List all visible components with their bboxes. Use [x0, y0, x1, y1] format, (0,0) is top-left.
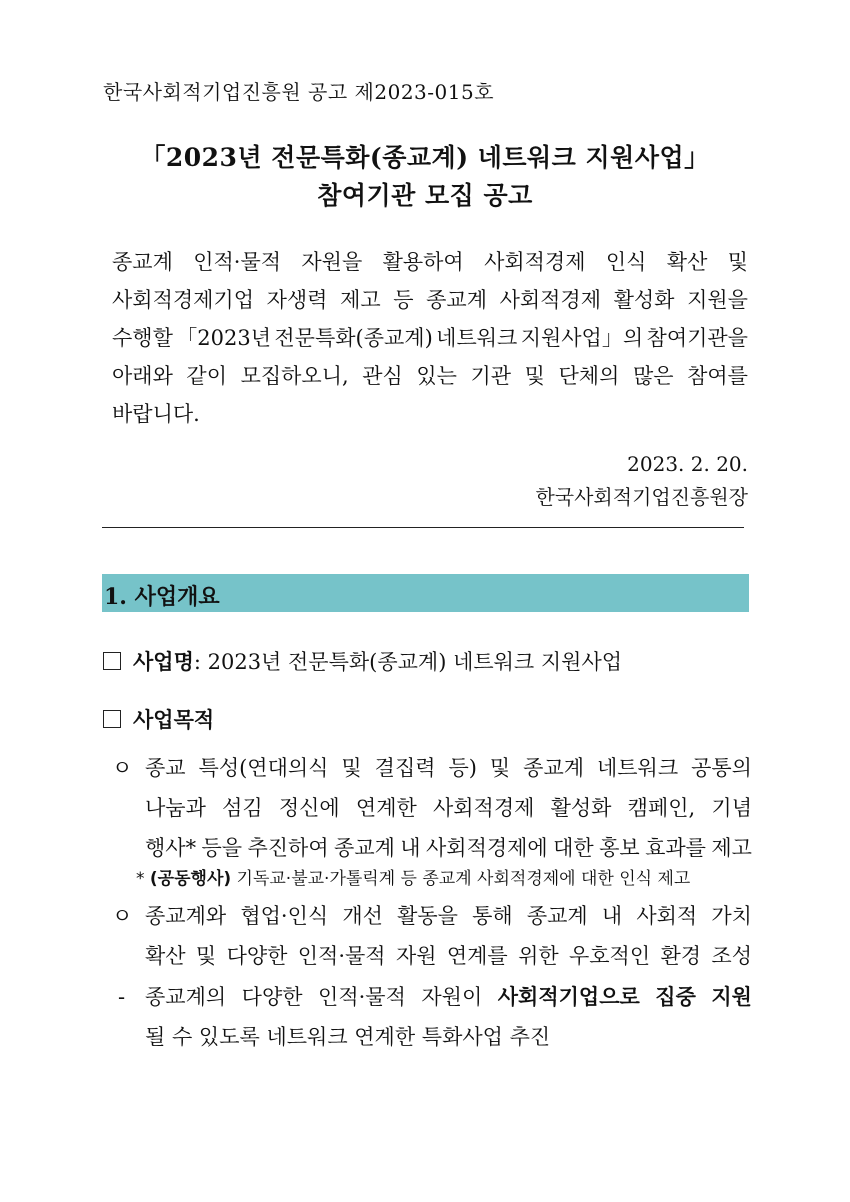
- intro-line: 바랍니다.: [112, 402, 200, 426]
- section-heading-bar: [102, 574, 749, 612]
- word: 기념: [711, 796, 752, 820]
- word: 행사*: [145, 836, 197, 860]
- word: 가치: [711, 904, 752, 928]
- bullet-line: [145, 828, 752, 868]
- word: 캠페인,: [627, 796, 696, 820]
- word: 섬김: [222, 796, 263, 820]
- word: 사회적경제기업: [112, 288, 255, 312]
- bullet-line: 될 수 있도록 네트워크 연계한 특화사업 추진: [145, 1025, 551, 1049]
- word: 우호적인: [568, 944, 651, 968]
- word: 종교계: [426, 288, 487, 312]
- word: 「2023년: [176, 326, 271, 350]
- word: 등을: [201, 836, 243, 860]
- word: 및: [489, 756, 511, 780]
- purpose-label: 사업목적: [133, 707, 215, 732]
- word: 등: [393, 288, 414, 312]
- word: 홍보: [599, 836, 640, 860]
- word: 모집하오니,: [240, 364, 349, 388]
- word: 활성화: [550, 796, 612, 820]
- circle-bullet-icon: ㅇ: [112, 756, 133, 780]
- word: 사회적경제: [484, 250, 586, 274]
- purpose-bullet-2: [112, 896, 752, 976]
- project-name-label: 사업명: [133, 649, 194, 674]
- word: 자원을: [301, 250, 363, 274]
- word: 지원을: [687, 288, 748, 312]
- purpose-bullet-1: [112, 748, 752, 868]
- word: 통해: [472, 904, 513, 928]
- bullet-line: [145, 977, 752, 1017]
- word: 관심: [362, 364, 403, 388]
- word: 사회적: [636, 904, 698, 928]
- word: 종교계: [526, 904, 588, 928]
- title-line-2: 참여기관 모집 공고: [317, 181, 533, 210]
- word: 종교계: [523, 756, 585, 780]
- purpose-item: [103, 704, 214, 734]
- word: 네트워크: [436, 326, 518, 350]
- word: 및: [195, 944, 217, 968]
- word: 참여기관을: [646, 326, 748, 350]
- word: 공통의: [691, 756, 752, 780]
- word: 아래와: [112, 364, 173, 388]
- word: 종교계와: [145, 904, 227, 928]
- word: 특성(연대의식: [198, 756, 329, 780]
- word: 활성화: [613, 288, 675, 312]
- word: 인적·물적: [297, 944, 386, 968]
- word: 효과를: [645, 836, 706, 860]
- sub-bullet-emphasis: 사회적기업으로: [497, 984, 640, 1009]
- notice-number: 한국사회적기업진흥원 공고 제2023-015호: [103, 80, 495, 104]
- word: 전문특화(종교계): [274, 326, 433, 350]
- word: 종교계: [112, 250, 173, 274]
- sub-bullet-prefix: 종교계의: [145, 985, 227, 1009]
- intro-line: [112, 357, 748, 395]
- issuer-name: 한국사회적기업진흥원장: [535, 485, 748, 509]
- word: 내: [400, 836, 421, 860]
- word: 사회적경제에: [426, 836, 548, 860]
- intro-line: [112, 243, 748, 281]
- purpose-sub-bullet: [118, 977, 752, 1057]
- word: 참여를: [687, 364, 748, 388]
- word: 많은: [632, 364, 674, 388]
- sub-bullet-prefix: 자원이: [421, 985, 483, 1009]
- word: 결집력: [374, 756, 436, 780]
- divider: [102, 527, 744, 528]
- project-name-value: : 2023년 전문특화(종교계) 네트워크 지원사업: [193, 650, 623, 674]
- word: 사회적경제: [432, 796, 535, 820]
- word: 등): [448, 756, 477, 780]
- word: 같이: [186, 364, 227, 388]
- word: 제고: [711, 836, 752, 860]
- intro-line: [112, 281, 748, 319]
- word: 인식: [605, 250, 647, 274]
- word: 기관: [470, 364, 512, 388]
- footnote-label: (공동행사): [149, 869, 232, 889]
- announcement-date: 2023. 2. 20.: [627, 452, 748, 476]
- word: 및: [341, 756, 362, 780]
- word: 제고: [340, 288, 381, 312]
- intro-paragraph: [112, 243, 748, 433]
- word: 연계한: [355, 796, 417, 820]
- footnote: [136, 864, 690, 889]
- word: 및: [524, 364, 545, 388]
- sub-bullet-prefix: 다양한: [241, 985, 303, 1009]
- word: 수행할: [112, 326, 173, 350]
- word: 환경: [660, 944, 702, 968]
- word: 대한: [553, 836, 594, 860]
- word: 정신에: [278, 796, 340, 820]
- word: 있는: [416, 364, 457, 388]
- circle-bullet-icon: ㅇ: [112, 904, 133, 928]
- bullet-line: [145, 748, 752, 788]
- word: 활동을: [397, 904, 458, 928]
- intro-line: [112, 319, 748, 357]
- sub-bullet-emphasis: 지원: [711, 984, 752, 1009]
- word: 자생력: [266, 288, 328, 312]
- word: 연계를: [446, 944, 508, 968]
- bullet-line: [145, 788, 752, 828]
- word: 나눔과: [145, 796, 206, 820]
- word: 종교: [145, 756, 186, 780]
- word: 활용하여: [382, 250, 464, 274]
- word: 추진하여: [247, 836, 329, 860]
- word: 단체의: [558, 364, 620, 388]
- word: 사회적경제: [499, 288, 602, 312]
- word: 및: [727, 250, 748, 274]
- word: 자원: [395, 944, 437, 968]
- word: 지원사업」의: [520, 326, 644, 350]
- section-heading: 1. 사업개요: [104, 584, 220, 610]
- dash-bullet-icon: -: [118, 985, 126, 1009]
- bullet-line: [145, 896, 752, 936]
- word: 종교계: [334, 836, 395, 860]
- sub-bullet-prefix: 인적·물적: [318, 985, 406, 1009]
- footnote-marker: *: [136, 869, 145, 889]
- project-name-item: [103, 646, 622, 676]
- checkbox-square-icon: [103, 710, 121, 728]
- bullet-line: [145, 936, 752, 976]
- word: 개선: [342, 904, 383, 928]
- word: 인적·물적: [193, 250, 282, 274]
- word: 네트워크: [596, 756, 679, 780]
- word: 다양한: [226, 944, 288, 968]
- word: 협업·인식: [240, 904, 329, 928]
- word: 위한: [518, 944, 559, 968]
- word: 확산: [145, 944, 186, 968]
- word: 조성: [711, 944, 752, 968]
- footnote-text: 기독교·불교·가톨릭계 등 종교계 사회적경제에 대한 인식 제고: [231, 869, 691, 889]
- checkbox-square-icon: [103, 652, 121, 670]
- word: 내: [601, 904, 623, 928]
- sub-bullet-emphasis: 집중: [655, 984, 696, 1009]
- word: 확산: [666, 250, 708, 274]
- title-line-1: 「2023년 전문특화(종교계) 네트워크 지원사업」: [140, 143, 710, 172]
